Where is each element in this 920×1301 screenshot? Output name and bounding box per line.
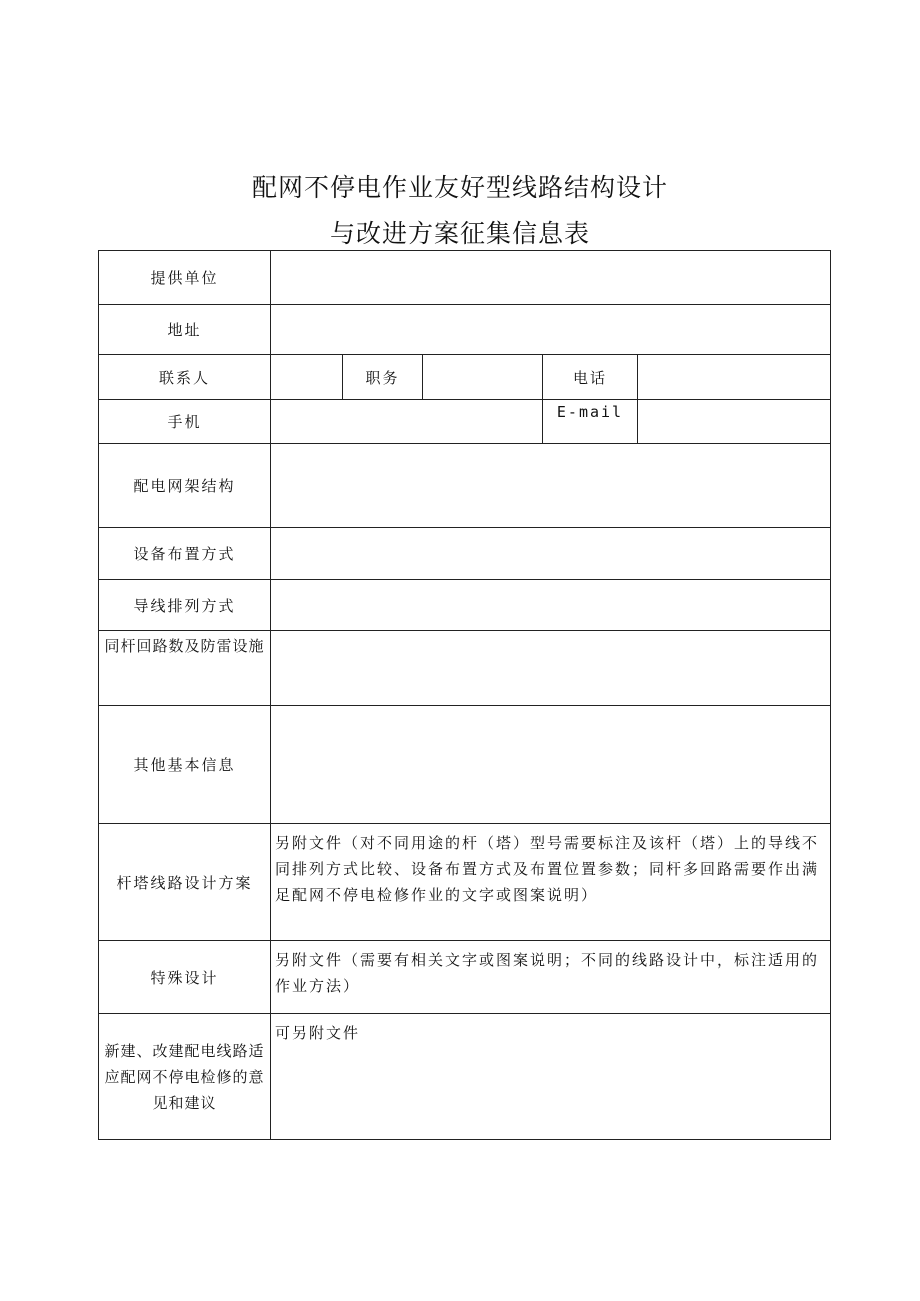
email-field[interactable] <box>638 400 831 444</box>
suggestion-note: 可另附文件 <box>271 1014 831 1140</box>
position-label: 职务 <box>343 355 423 400</box>
tower-design-label: 杆塔线路设计方案 <box>99 824 271 941</box>
grid-structure-label: 配电网架结构 <box>99 444 271 528</box>
other-info-label: 其他基本信息 <box>99 706 271 824</box>
tower-design-note: 另附文件（对不同用途的杆（塔）型号需要标注及该杆（塔）上的导线不同排列方式比较、设备布置方式及布置位置参数；同杆多回路需要作出满足配网不停电检修作业的文字或图案说明） <box>271 824 831 941</box>
grid-structure-field[interactable] <box>271 444 831 528</box>
provider-label: 提供单位 <box>99 251 271 305</box>
position-field[interactable] <box>423 355 543 400</box>
form-title-line2: 与改进方案征集信息表 <box>329 219 590 248</box>
phone-field[interactable] <box>638 355 831 400</box>
suggestion-label-cell <box>99 1014 271 1140</box>
info-form-table <box>98 250 831 1140</box>
provider-field[interactable] <box>271 251 831 305</box>
form-title-line1: 配网不停电作业友好型线路结构设计 <box>251 173 668 202</box>
mobile-label: 手机 <box>99 400 271 444</box>
address-label: 地址 <box>99 305 271 355</box>
same-pole-field[interactable] <box>271 631 831 706</box>
conductor-arrangement-label: 导线排列方式 <box>99 580 271 631</box>
conductor-arrangement-field[interactable] <box>271 580 831 631</box>
equipment-layout-field[interactable] <box>271 528 831 580</box>
email-label: E-mail <box>543 400 638 444</box>
special-design-label: 特殊设计 <box>99 941 271 1014</box>
equipment-layout-label: 设备布置方式 <box>99 528 271 580</box>
phone-label: 电话 <box>543 355 638 400</box>
mobile-field[interactable] <box>271 400 543 444</box>
special-design-note: 另附文件（需要有相关文字或图案说明；不同的线路设计中，标注适用的作业方法） <box>271 941 831 1014</box>
other-info-field[interactable] <box>271 706 831 824</box>
same-pole-label: 同杆回路数及防雷设施 <box>99 631 271 706</box>
suggestion-label: 新建、改建配电线路适应配网不停电检修的意见和建议 <box>104 1041 265 1112</box>
contact-field[interactable] <box>271 355 343 400</box>
address-field[interactable] <box>271 305 831 355</box>
contact-label: 联系人 <box>99 355 271 400</box>
